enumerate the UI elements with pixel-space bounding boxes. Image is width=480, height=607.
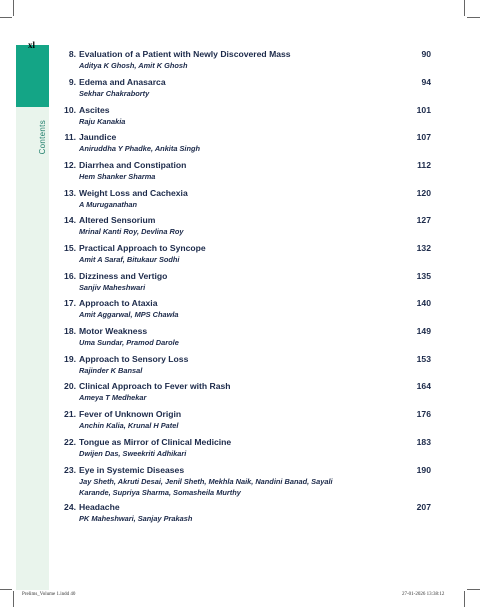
- chapter-number: 22.: [64, 437, 76, 447]
- chapter-authors: Hem Shanker Sharma: [79, 172, 156, 181]
- chapter-number: 10.: [64, 105, 76, 115]
- chapter-title: Clinical Approach to Fever with Rash: [79, 381, 231, 391]
- chapter-number: 20.: [64, 381, 76, 391]
- chapter-page: 149: [416, 326, 431, 336]
- footer-timestamp: 27-01-2026 13:38:12: [402, 592, 445, 597]
- chapter-page: 107: [416, 132, 431, 142]
- crop-mark: [13, 591, 14, 607]
- chapter-authors: Jay Sheth, Akruti Desai, Jenil Sheth, Mekhla Naik, Nandini Banad, Sayali Karande, Supriya Sharma, Somasheila Murthy: [79, 477, 333, 497]
- chapter-authors: Sekhar Chakraborty: [79, 89, 150, 98]
- crop-mark: [464, 591, 465, 607]
- chapter-title: Eye in Systemic Diseases: [79, 465, 185, 475]
- crop-mark: [13, 0, 14, 16]
- chapter-number: 11.: [64, 132, 76, 142]
- chapter-title: Dizziness and Vertigo: [79, 271, 168, 281]
- chapter-page: 120: [416, 188, 431, 198]
- chapter-title: Jaundice: [79, 132, 117, 142]
- chapter-page: 164: [416, 381, 431, 391]
- chapter-number: 13.: [64, 188, 76, 198]
- crop-mark: [0, 589, 12, 590]
- chapter-page: 176: [416, 409, 431, 419]
- section-label: Contents: [38, 120, 47, 155]
- chapter-page: 190: [416, 465, 431, 475]
- chapter-page: 135: [416, 271, 431, 281]
- chapter-authors: Sanjiv Maheshwari: [79, 283, 146, 292]
- chapter-authors: PK Maheshwari, Sanjay Prakash: [79, 514, 193, 523]
- chapter-number: 18.: [64, 326, 76, 336]
- chapter-page: 94: [421, 77, 431, 87]
- crop-mark: [0, 17, 12, 18]
- chapter-title: Weight Loss and Cachexia: [79, 188, 188, 198]
- chapter-title: Edema and Anasarca: [79, 77, 166, 87]
- chapter-title: Practical Approach to Syncope: [79, 243, 206, 253]
- chapter-page: 101: [416, 105, 431, 115]
- chapter-page: 153: [416, 354, 431, 364]
- chapter-number: 23.: [64, 465, 76, 475]
- chapter-number: 24.: [64, 502, 76, 512]
- chapter-authors: Raju Kanakia: [79, 117, 126, 126]
- chapter-authors: Amit A Saraf, Bitukaur Sodhi: [79, 255, 180, 264]
- crop-mark: [467, 589, 480, 590]
- page-number: xl: [28, 40, 36, 50]
- chapter-title: Headache: [79, 502, 120, 512]
- chapter-page: 140: [416, 298, 431, 308]
- chapter-authors: Aditya K Ghosh, Amit K Ghosh: [79, 61, 188, 70]
- chapter-page: 127: [416, 215, 431, 225]
- chapter-number: 21.: [64, 409, 76, 419]
- chapter-title: Diarrhea and Constipation: [79, 160, 187, 170]
- chapter-authors: Mrinal Kanti Roy, Devlina Roy: [79, 227, 184, 236]
- chapter-page: 132: [416, 243, 431, 253]
- chapter-title: Approach to Ataxia: [79, 298, 158, 308]
- chapter-title: Approach to Sensory Loss: [79, 354, 189, 364]
- chapter-title: Ascites: [79, 105, 110, 115]
- chapter-page: 112: [417, 160, 431, 170]
- chapter-number: 19.: [64, 354, 76, 364]
- chapter-title: Tongue as Mirror of Clinical Medicine: [79, 437, 232, 447]
- chapter-authors: Ameya T Medhekar: [79, 393, 147, 402]
- chapter-title: Evaluation of a Patient with Newly Discovered Mass: [79, 49, 291, 59]
- footer-file-label: Prelims_Volume 1.indd 40: [22, 592, 76, 597]
- chapter-authors: Rajinder K Bansal: [79, 366, 143, 375]
- chapter-number: 14.: [64, 215, 76, 225]
- chapter-authors: Amit Aggarwal, MPS Chawla: [79, 310, 179, 319]
- chapter-authors: Aniruddha Y Phadke, Ankita Singh: [79, 144, 201, 153]
- chapter-number: 12.: [64, 160, 76, 170]
- crop-mark: [467, 17, 480, 18]
- chapter-authors: Dwijen Das, Sweekriti Adhikari: [79, 449, 187, 458]
- sidebar-accent-band: [16, 45, 49, 107]
- chapter-number: 9.: [68, 77, 76, 87]
- crop-mark: [464, 0, 465, 16]
- chapter-title: Altered Sensorium: [79, 215, 156, 225]
- chapter-number: 8.: [68, 49, 76, 59]
- chapter-authors: A Muruganathan: [79, 200, 138, 209]
- chapter-page: 183: [416, 437, 431, 447]
- chapter-authors: Anchin Kalia, Krunal H Patel: [79, 421, 179, 430]
- chapter-number: 16.: [64, 271, 76, 281]
- chapter-authors: Uma Sundar, Pramod Darole: [79, 338, 179, 347]
- chapter-page: 207: [416, 502, 431, 512]
- chapter-title: Fever of Unknown Origin: [79, 409, 182, 419]
- chapter-page: 90: [421, 49, 431, 59]
- chapter-number: 15.: [64, 243, 76, 253]
- chapter-title: Motor Weakness: [79, 326, 148, 336]
- chapter-number: 17.: [64, 298, 76, 308]
